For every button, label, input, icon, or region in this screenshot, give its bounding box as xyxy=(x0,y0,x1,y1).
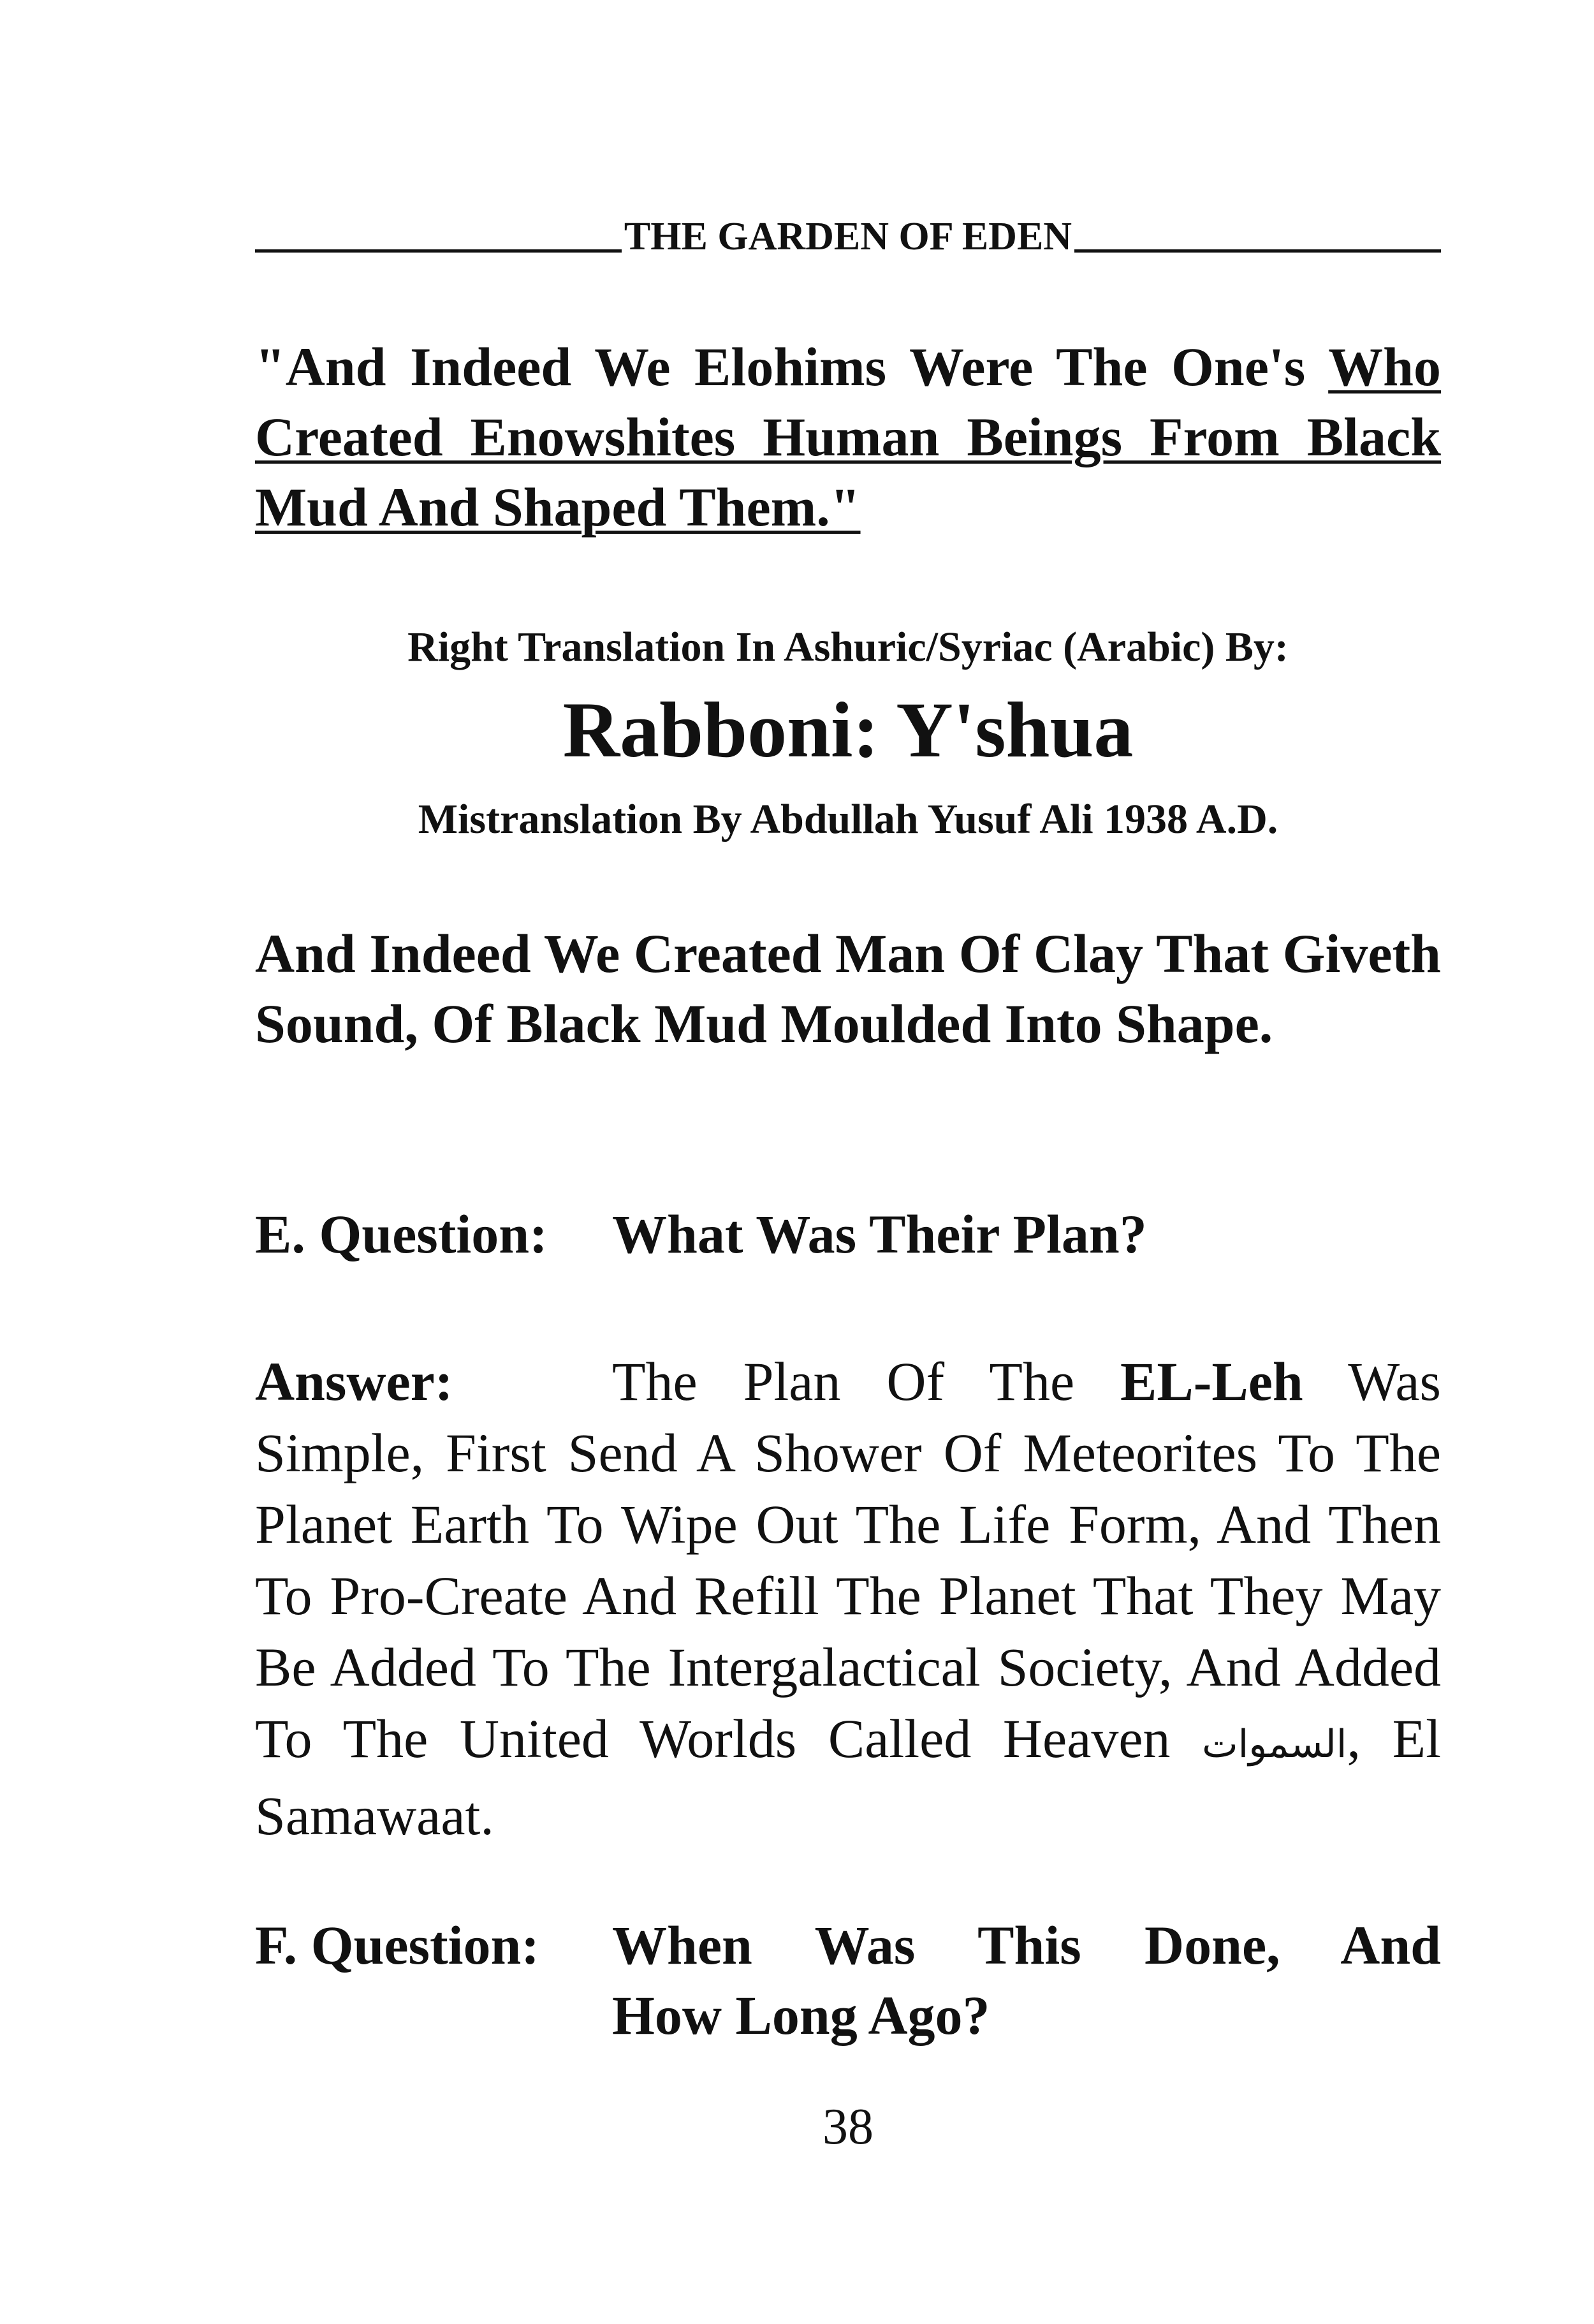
answer-e-text-end: , El Samawaat. xyxy=(255,1708,1441,1846)
answer-e-bold-term: EL-Leh xyxy=(1120,1351,1303,1412)
quote-part-1: "And Indeed We Elohims Were The One's xyxy=(255,336,1329,397)
mistranslation-text: And Indeed We Created Man Of Clay That Giveth Sound, Of Black Mud Moulded Into Shape. xyxy=(255,923,1441,1054)
page-number: 38 xyxy=(823,2099,874,2155)
arabic-heaven-word: السموات xyxy=(1202,1722,1347,1767)
question-f-label: F. Question: xyxy=(255,1915,539,1976)
question-f-line-1: When Was This Done, And xyxy=(612,1915,1441,1976)
scripture-quote xyxy=(255,332,1441,542)
answer-e-label: Answer: xyxy=(255,1351,453,1412)
translation-credit-line: Right Translation In Ashuric/Syriac (Arabic) By: xyxy=(407,624,1289,670)
quote-part-2-underlined: Who Created Enowshites Human Beings From Black Mud And Shaped Them." xyxy=(255,336,1441,538)
translator-name: Rabboni: Y'shua xyxy=(562,686,1134,774)
header-title: THE GARDEN OF EDEN xyxy=(624,215,1072,258)
answer-e xyxy=(255,1346,1441,1851)
question-f xyxy=(255,1910,1441,2050)
question-e xyxy=(255,1199,1441,1269)
answer-e-text-after: Was Simple, First Send A Shower Of Meteorites To The Planet Earth To Wipe Out The Life Form, And Then To Pro-Create And Refill The Planet That They May Be Added To The Intergalactical Society, And Added To The United Worlds Called Heaven xyxy=(255,1351,1441,1769)
book-page xyxy=(255,0,1441,2324)
question-f-line-2: How Long Ago? xyxy=(612,1985,990,2046)
running-header xyxy=(255,217,1441,256)
answer-e-text-before: The Plan Of The xyxy=(612,1351,1121,1412)
mistranslation-credit-line: Mistranslation By Abdullah Yusuf Ali 1938 A.D. xyxy=(418,796,1278,842)
header-rule-right xyxy=(1074,249,1441,253)
question-e-label: E. Question: xyxy=(255,1203,548,1265)
question-f-text xyxy=(612,1910,1441,2050)
header-rule-left xyxy=(255,249,622,253)
question-e-text: What Was Their Plan? xyxy=(612,1203,1147,1265)
